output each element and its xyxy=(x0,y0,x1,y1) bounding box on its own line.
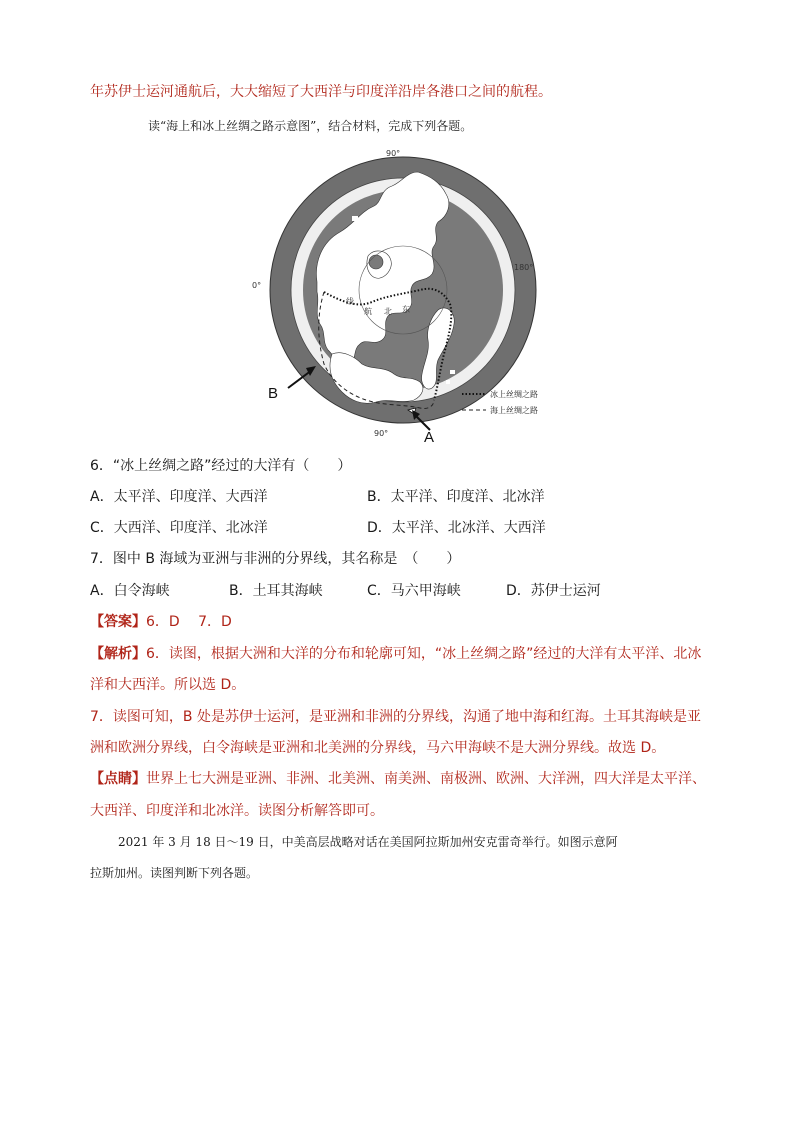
q6-option-d[interactable]: D．太平洋、北冰洋、大西洋 xyxy=(367,520,546,536)
q7-option-c[interactable]: C．马六甲海峡 xyxy=(367,583,461,599)
label-bottom-degree: 90° xyxy=(374,429,389,438)
small-island xyxy=(446,380,450,384)
pole-island xyxy=(369,255,383,269)
legend-ice-label: 冰上丝绸之路 xyxy=(490,390,538,399)
analysis-tag: 【解析】 xyxy=(90,646,146,662)
legend-sea-label: 海上丝绸之路 xyxy=(490,406,538,415)
analysis-line-3: 7．读图可知，B 处是苏伊士运河，是亚洲和非洲的分界线，沟通了地中海和红海。土耳其海峡是亚 xyxy=(90,709,701,725)
q7-option-a[interactable]: A．白令海峡 xyxy=(90,583,170,599)
label-top-degree: 90° xyxy=(386,149,401,158)
route-text: 线 xyxy=(346,297,354,306)
q7-option-d[interactable]: D．苏伊士运河 xyxy=(506,583,601,599)
label-left-degree: 0° xyxy=(252,281,262,290)
small-island xyxy=(352,216,358,221)
silk-road-map xyxy=(252,142,552,446)
note-tag: 【点睛】 xyxy=(90,771,146,787)
answer-text: 6．D 7．D xyxy=(146,614,232,630)
analysis-text-1: 6．读图，根据大洲和大洋的分布和轮廓可知，“冰上丝绸之路”经过的大洋有太平洋、北冰 xyxy=(146,646,702,662)
q6-stem: 6．“冰上丝绸之路”经过的大洋有（ ） xyxy=(90,458,352,474)
analysis-line-2: 洋和大西洋。所以选 D。 xyxy=(90,677,246,693)
next-material-line-1: 2021 年 3 月 18 日～19 日，中美高层战略对话在美国阿拉斯加州安克雷奇举行。如图示意阿 xyxy=(118,835,618,849)
q6-option-b[interactable]: B．太平洋、印度洋、北冰洋 xyxy=(367,489,545,505)
answer-tag: 【答案】 xyxy=(90,614,146,630)
note-line-1 xyxy=(90,769,706,789)
analysis-line-4: 洲和欧洲分界线，白令海峡是亚洲和北美洲的分界线，马六甲海峡不是大洲分界线。故选 D。 xyxy=(90,740,666,756)
answer-line xyxy=(90,612,232,632)
analysis-line-1 xyxy=(90,644,701,664)
note-text-1: 世界上七大洲是亚洲、非洲、北美洲、南美洲、南极洲、欧洲、大洋洲，四大洋是太平洋、 xyxy=(146,771,706,787)
route-text: 北 xyxy=(384,307,392,316)
label-right-degree: 180° xyxy=(514,263,534,272)
point-b-label: B xyxy=(268,385,279,402)
route-text: 东 xyxy=(402,305,410,314)
small-island xyxy=(450,370,455,374)
q6-option-a[interactable]: A．太平洋、印度洋、大西洋 xyxy=(90,489,268,505)
map-instruction: 读“海上和冰上丝绸之路示意图”，结合材料，完成下列各题。 xyxy=(148,119,473,133)
point-a-label: A xyxy=(424,429,435,446)
intro-line: 年苏伊士运河通航后，大大缩短了大西洋与印度洋沿岸各港口之间的航程。 xyxy=(90,84,552,100)
q7-stem: 7．图中 B 海域为亚洲与非洲的分界线，其名称是 （ ） xyxy=(90,551,461,567)
q6-option-c[interactable]: C．大西洋、印度洋、北冰洋 xyxy=(90,520,268,536)
route-text: 航 xyxy=(364,307,372,316)
q7-option-b[interactable]: B．土耳其海峡 xyxy=(229,583,323,599)
note-line-2: 大西洋、印度洋和北冰洋。读图分析解答即可。 xyxy=(90,803,384,819)
next-material-line-2: 拉斯加州。读图判断下列各题。 xyxy=(90,866,259,880)
